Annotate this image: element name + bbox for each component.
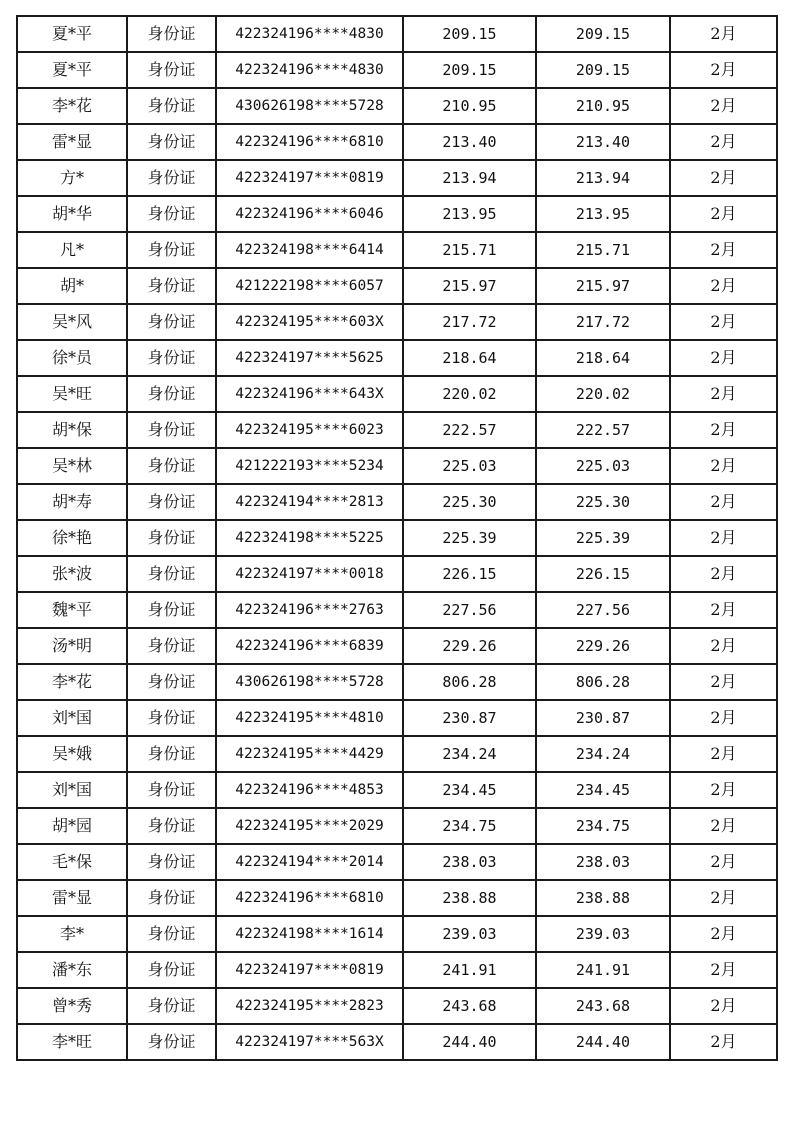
amount-paid-cell: 229.26	[536, 628, 670, 664]
id-type-cell: 身份证	[127, 268, 216, 304]
amount-paid-cell: 241.91	[536, 952, 670, 988]
recipient-name-cell: 李*花	[17, 88, 127, 124]
recipient-name-cell: 魏*平	[17, 592, 127, 628]
amount-paid-cell: 225.03	[536, 448, 670, 484]
table-row	[17, 628, 777, 664]
amount-paid-cell: 238.03	[536, 844, 670, 880]
id-type-cell: 身份证	[127, 88, 216, 124]
recipient-name-cell: 凡*	[17, 232, 127, 268]
amount-payable-cell: 215.71	[403, 232, 536, 268]
id-number-cell: 422324198****5225	[216, 520, 403, 556]
id-number-cell: 422324196****6810	[216, 880, 403, 916]
table-row	[17, 16, 777, 52]
table-row	[17, 808, 777, 844]
recipient-name-cell: 夏*平	[17, 52, 127, 88]
id-type-cell: 身份证	[127, 376, 216, 412]
table-row	[17, 196, 777, 232]
month-cell: 2月	[670, 556, 777, 592]
id-type-cell: 身份证	[127, 160, 216, 196]
amount-paid-cell: 213.94	[536, 160, 670, 196]
amount-payable-cell: 213.40	[403, 124, 536, 160]
amount-paid-cell: 226.15	[536, 556, 670, 592]
id-type-cell: 身份证	[127, 340, 216, 376]
id-type-cell: 身份证	[127, 988, 216, 1024]
table-row	[17, 52, 777, 88]
id-type-cell: 身份证	[127, 844, 216, 880]
id-type-cell: 身份证	[127, 196, 216, 232]
month-cell: 2月	[670, 520, 777, 556]
month-cell: 2月	[670, 304, 777, 340]
amount-payable-cell: 229.26	[403, 628, 536, 664]
id-type-cell: 身份证	[127, 664, 216, 700]
id-number-cell: 422324196****4830	[216, 52, 403, 88]
recipient-name-cell: 夏*平	[17, 16, 127, 52]
amount-paid-cell: 239.03	[536, 916, 670, 952]
id-type-cell: 身份证	[127, 880, 216, 916]
month-cell: 2月	[670, 484, 777, 520]
amount-paid-cell: 234.75	[536, 808, 670, 844]
id-number-cell: 422324196****6046	[216, 196, 403, 232]
month-cell: 2月	[670, 268, 777, 304]
recipient-name-cell: 毛*保	[17, 844, 127, 880]
recipient-name-cell: 刘*国	[17, 700, 127, 736]
id-type-cell: 身份证	[127, 124, 216, 160]
id-number-cell: 422324197****0819	[216, 160, 403, 196]
id-number-cell: 422324195****6023	[216, 412, 403, 448]
amount-paid-cell: 230.87	[536, 700, 670, 736]
month-cell: 2月	[670, 160, 777, 196]
amount-paid-cell: 244.40	[536, 1024, 670, 1060]
amount-payable-cell: 222.57	[403, 412, 536, 448]
recipient-name-cell: 雷*显	[17, 124, 127, 160]
month-cell: 2月	[670, 448, 777, 484]
month-cell: 2月	[670, 880, 777, 916]
id-type-cell: 身份证	[127, 736, 216, 772]
id-number-cell: 422324196****4853	[216, 772, 403, 808]
id-type-cell: 身份证	[127, 520, 216, 556]
recipient-name-cell: 张*波	[17, 556, 127, 592]
id-number-cell: 430626198****5728	[216, 664, 403, 700]
table-row	[17, 880, 777, 916]
month-cell: 2月	[670, 664, 777, 700]
id-number-cell: 422324195****2029	[216, 808, 403, 844]
amount-paid-cell: 238.88	[536, 880, 670, 916]
table-row	[17, 448, 777, 484]
id-type-cell: 身份证	[127, 1024, 216, 1060]
amount-paid-cell: 213.95	[536, 196, 670, 232]
id-number-cell: 422324197****0819	[216, 952, 403, 988]
id-type-cell: 身份证	[127, 16, 216, 52]
subsidy-ledger-table	[16, 15, 778, 1061]
id-type-cell: 身份证	[127, 592, 216, 628]
amount-payable-cell: 238.88	[403, 880, 536, 916]
amount-paid-cell: 234.24	[536, 736, 670, 772]
recipient-name-cell: 李*	[17, 916, 127, 952]
id-number-cell: 422324195****603X	[216, 304, 403, 340]
recipient-name-cell: 李*花	[17, 664, 127, 700]
amount-paid-cell: 213.40	[536, 124, 670, 160]
id-number-cell: 422324198****6414	[216, 232, 403, 268]
recipient-name-cell: 汤*明	[17, 628, 127, 664]
month-cell: 2月	[670, 988, 777, 1024]
table-row	[17, 304, 777, 340]
id-number-cell: 430626198****5728	[216, 88, 403, 124]
amount-payable-cell: 210.95	[403, 88, 536, 124]
table-row	[17, 484, 777, 520]
id-number-cell: 422324196****4830	[216, 16, 403, 52]
amount-payable-cell: 238.03	[403, 844, 536, 880]
month-cell: 2月	[670, 52, 777, 88]
amount-paid-cell: 210.95	[536, 88, 670, 124]
amount-payable-cell: 209.15	[403, 16, 536, 52]
amount-payable-cell: 217.72	[403, 304, 536, 340]
recipient-name-cell: 徐*艳	[17, 520, 127, 556]
table-row	[17, 160, 777, 196]
id-type-cell: 身份证	[127, 232, 216, 268]
table-row	[17, 1024, 777, 1060]
amount-payable-cell: 230.87	[403, 700, 536, 736]
month-cell: 2月	[670, 700, 777, 736]
id-number-cell: 422324195****4810	[216, 700, 403, 736]
month-cell: 2月	[670, 1024, 777, 1060]
amount-paid-cell: 225.39	[536, 520, 670, 556]
id-type-cell: 身份证	[127, 412, 216, 448]
recipient-name-cell: 吴*娥	[17, 736, 127, 772]
recipient-name-cell: 曾*秀	[17, 988, 127, 1024]
recipient-name-cell: 方*	[17, 160, 127, 196]
table-row	[17, 340, 777, 376]
amount-paid-cell: 209.15	[536, 52, 670, 88]
recipient-name-cell: 胡*华	[17, 196, 127, 232]
table-row	[17, 988, 777, 1024]
month-cell: 2月	[670, 916, 777, 952]
amount-paid-cell: 209.15	[536, 16, 670, 52]
id-number-cell: 422324196****6810	[216, 124, 403, 160]
recipient-name-cell: 胡*寿	[17, 484, 127, 520]
table-row	[17, 232, 777, 268]
amount-payable-cell: 239.03	[403, 916, 536, 952]
table-row	[17, 556, 777, 592]
amount-paid-cell: 234.45	[536, 772, 670, 808]
month-cell: 2月	[670, 340, 777, 376]
amount-paid-cell: 215.71	[536, 232, 670, 268]
recipient-name-cell: 胡*园	[17, 808, 127, 844]
month-cell: 2月	[670, 196, 777, 232]
recipient-name-cell: 刘*国	[17, 772, 127, 808]
month-cell: 2月	[670, 808, 777, 844]
id-number-cell: 422324197****5625	[216, 340, 403, 376]
id-number-cell: 422324196****2763	[216, 592, 403, 628]
amount-payable-cell: 225.30	[403, 484, 536, 520]
month-cell: 2月	[670, 592, 777, 628]
month-cell: 2月	[670, 628, 777, 664]
id-number-cell: 422324194****2813	[216, 484, 403, 520]
recipient-name-cell: 吴*风	[17, 304, 127, 340]
amount-paid-cell: 243.68	[536, 988, 670, 1024]
id-type-cell: 身份证	[127, 628, 216, 664]
id-type-cell: 身份证	[127, 448, 216, 484]
recipient-name-cell: 吴*旺	[17, 376, 127, 412]
month-cell: 2月	[670, 772, 777, 808]
amount-payable-cell: 213.95	[403, 196, 536, 232]
id-number-cell: 422324196****643X	[216, 376, 403, 412]
table-row	[17, 952, 777, 988]
table-row	[17, 772, 777, 808]
id-number-cell: 422324194****2014	[216, 844, 403, 880]
month-cell: 2月	[670, 952, 777, 988]
amount-paid-cell: 215.97	[536, 268, 670, 304]
amount-paid-cell: 806.28	[536, 664, 670, 700]
amount-payable-cell: 215.97	[403, 268, 536, 304]
recipient-name-cell: 潘*东	[17, 952, 127, 988]
table-row	[17, 916, 777, 952]
table-row	[17, 88, 777, 124]
month-cell: 2月	[670, 88, 777, 124]
id-number-cell: 422324195****2823	[216, 988, 403, 1024]
id-type-cell: 身份证	[127, 304, 216, 340]
table-row	[17, 520, 777, 556]
table-row	[17, 592, 777, 628]
month-cell: 2月	[670, 844, 777, 880]
table-row	[17, 664, 777, 700]
amount-payable-cell: 241.91	[403, 952, 536, 988]
amount-payable-cell: 806.28	[403, 664, 536, 700]
recipient-name-cell: 雷*显	[17, 880, 127, 916]
amount-payable-cell: 243.68	[403, 988, 536, 1024]
id-type-cell: 身份证	[127, 52, 216, 88]
amount-payable-cell: 226.15	[403, 556, 536, 592]
month-cell: 2月	[670, 124, 777, 160]
table-row	[17, 412, 777, 448]
table-row	[17, 376, 777, 412]
id-type-cell: 身份证	[127, 484, 216, 520]
amount-paid-cell: 218.64	[536, 340, 670, 376]
amount-payable-cell: 244.40	[403, 1024, 536, 1060]
id-type-cell: 身份证	[127, 916, 216, 952]
id-number-cell: 422324197****0018	[216, 556, 403, 592]
ledger-body	[17, 16, 777, 1060]
id-type-cell: 身份证	[127, 772, 216, 808]
recipient-name-cell: 吴*林	[17, 448, 127, 484]
amount-payable-cell: 227.56	[403, 592, 536, 628]
id-number-cell: 421222193****5234	[216, 448, 403, 484]
id-type-cell: 身份证	[127, 700, 216, 736]
amount-paid-cell: 225.30	[536, 484, 670, 520]
amount-payable-cell: 234.45	[403, 772, 536, 808]
table-row	[17, 844, 777, 880]
amount-payable-cell: 225.03	[403, 448, 536, 484]
month-cell: 2月	[670, 736, 777, 772]
amount-paid-cell: 222.57	[536, 412, 670, 448]
table-row	[17, 736, 777, 772]
month-cell: 2月	[670, 16, 777, 52]
amount-paid-cell: 227.56	[536, 592, 670, 628]
id-number-cell: 422324196****6839	[216, 628, 403, 664]
recipient-name-cell: 徐*员	[17, 340, 127, 376]
amount-paid-cell: 220.02	[536, 376, 670, 412]
id-number-cell: 422324197****563X	[216, 1024, 403, 1060]
month-cell: 2月	[670, 232, 777, 268]
table-row	[17, 700, 777, 736]
recipient-name-cell: 胡*	[17, 268, 127, 304]
id-type-cell: 身份证	[127, 808, 216, 844]
month-cell: 2月	[670, 376, 777, 412]
id-number-cell: 422324198****1614	[216, 916, 403, 952]
id-type-cell: 身份证	[127, 952, 216, 988]
amount-payable-cell: 234.75	[403, 808, 536, 844]
amount-payable-cell: 209.15	[403, 52, 536, 88]
amount-payable-cell: 234.24	[403, 736, 536, 772]
id-number-cell: 422324195****4429	[216, 736, 403, 772]
recipient-name-cell: 胡*保	[17, 412, 127, 448]
amount-paid-cell: 217.72	[536, 304, 670, 340]
amount-payable-cell: 213.94	[403, 160, 536, 196]
id-number-cell: 421222198****6057	[216, 268, 403, 304]
id-type-cell: 身份证	[127, 556, 216, 592]
amount-payable-cell: 218.64	[403, 340, 536, 376]
month-cell: 2月	[670, 412, 777, 448]
amount-payable-cell: 225.39	[403, 520, 536, 556]
table-row	[17, 124, 777, 160]
table-row	[17, 268, 777, 304]
recipient-name-cell: 李*旺	[17, 1024, 127, 1060]
amount-payable-cell: 220.02	[403, 376, 536, 412]
